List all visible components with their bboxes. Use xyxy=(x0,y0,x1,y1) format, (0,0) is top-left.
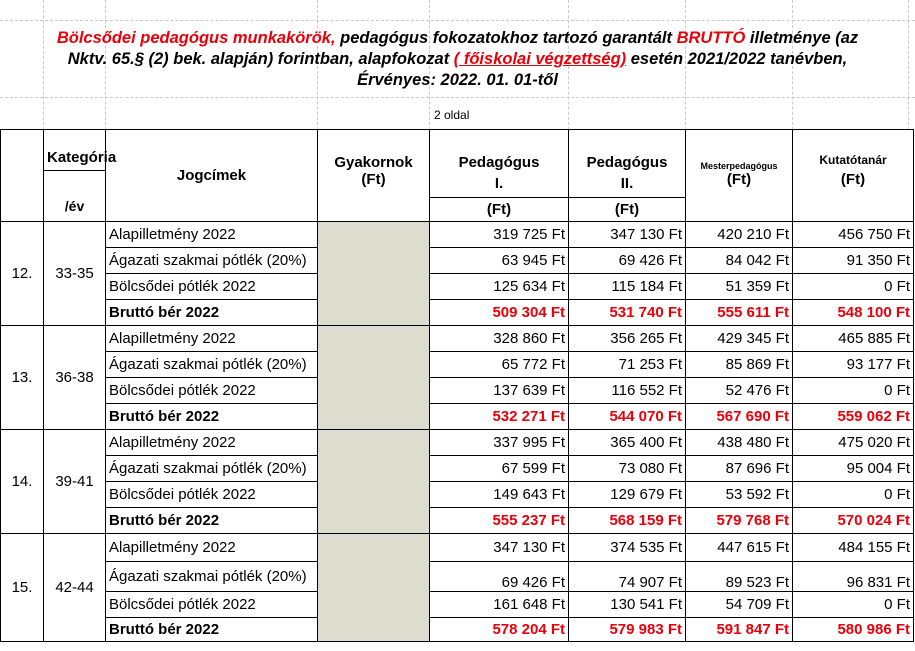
gridline xyxy=(0,20,915,21)
header-gyakornok: Gyakornok xyxy=(318,130,430,171)
table-row xyxy=(1,508,914,534)
title-text: Nktv. 65.§ (2) bek. alapján) forintban, alapfokozat xyxy=(67,50,454,68)
value-cell: 0 Ft xyxy=(793,378,914,404)
category-number: 13. xyxy=(1,326,44,430)
header-cell xyxy=(1,198,44,222)
table-row xyxy=(1,274,914,300)
value-cell: 438 480 Ft xyxy=(686,430,793,456)
row-label: Alapilletmény 2022 xyxy=(106,222,318,248)
value-cell: 161 648 Ft xyxy=(430,592,569,618)
brutto-value: 567 690 Ft xyxy=(686,404,793,430)
value-cell: 374 535 Ft xyxy=(569,534,686,562)
table-row xyxy=(1,352,914,378)
header-pedagogus-1: Pedagógus xyxy=(430,130,569,171)
header-jogcimek: Jogcímek xyxy=(106,130,318,222)
value-cell: 65 772 Ft xyxy=(430,352,569,378)
row-label: Bruttó bér 2022 xyxy=(106,300,318,326)
header-cell xyxy=(686,198,793,222)
row-label: Bölcsődei pótlék 2022 xyxy=(106,274,318,300)
row-label: Alapilletmény 2022 xyxy=(106,430,318,456)
value-cell: 95 004 Ft xyxy=(793,456,914,482)
gridline xyxy=(0,97,915,98)
value-cell: 96 831 Ft xyxy=(793,562,914,592)
row-label: Alapilletmény 2022 xyxy=(106,534,318,562)
header-gyakornok-unit: (Ft) xyxy=(318,171,430,198)
title-text: esetén 2021/2022 tanévben, xyxy=(626,50,848,68)
value-cell: 347 130 Ft xyxy=(430,534,569,562)
table-row xyxy=(1,482,914,508)
brutto-value: 578 204 Ft xyxy=(430,618,569,642)
title-brutto: BRUTTÓ xyxy=(676,29,746,47)
value-cell: 69 426 Ft xyxy=(430,562,569,592)
value-cell: 63 945 Ft xyxy=(430,248,569,274)
value-cell: 420 210 Ft xyxy=(686,222,793,248)
value-cell: 429 345 Ft xyxy=(686,326,793,352)
salary-table xyxy=(0,129,914,642)
header-pedagogus-2: Pedagógus xyxy=(569,130,686,171)
header-pedagogus-1-level: I. xyxy=(430,171,569,198)
value-cell: 69 426 Ft xyxy=(569,248,686,274)
header-mesterpedagogus-unit: (Ft) xyxy=(686,171,793,198)
table-row xyxy=(1,456,914,482)
table-row xyxy=(1,430,914,456)
title-degree: ( főiskolai végzettség) xyxy=(453,50,627,68)
value-cell: 328 860 Ft xyxy=(430,326,569,352)
brutto-value: 570 024 Ft xyxy=(793,508,914,534)
value-cell: 74 907 Ft xyxy=(569,562,686,592)
category-years: 42-44 xyxy=(44,534,106,642)
value-cell: 73 080 Ft xyxy=(569,456,686,482)
brutto-value: 555 237 Ft xyxy=(430,508,569,534)
brutto-value: 555 611 Ft xyxy=(686,300,793,326)
header-cell xyxy=(44,171,106,198)
row-label: Ágazati szakmai pótlék (20%) xyxy=(106,562,318,592)
header-pedagogus-2-unit: (Ft) xyxy=(569,198,686,222)
brutto-value: 532 271 Ft xyxy=(430,404,569,430)
table-row xyxy=(1,534,914,562)
brutto-value: 591 847 Ft xyxy=(686,618,793,642)
table-row xyxy=(1,592,914,618)
page-info: 2 oldal xyxy=(434,108,470,122)
brutto-value: 544 070 Ft xyxy=(569,404,686,430)
header-cell xyxy=(318,198,430,222)
table-row xyxy=(1,222,914,248)
value-cell: 54 709 Ft xyxy=(686,592,793,618)
header-cell xyxy=(1,171,44,198)
category-years: 33-35 xyxy=(44,222,106,326)
brutto-value: 548 100 Ft xyxy=(793,300,914,326)
brutto-value: 580 986 Ft xyxy=(793,618,914,642)
table-row xyxy=(1,618,914,642)
header-cell xyxy=(1,130,44,171)
category-number: 15. xyxy=(1,534,44,642)
row-label: Bölcsődei pótlék 2022 xyxy=(106,378,318,404)
row-label: Bölcsődei pótlék 2022 xyxy=(106,482,318,508)
title-line-1 xyxy=(0,28,915,49)
value-cell: 0 Ft xyxy=(793,482,914,508)
value-cell: 115 184 Ft xyxy=(569,274,686,300)
value-cell: 87 696 Ft xyxy=(686,456,793,482)
value-cell: 0 Ft xyxy=(793,274,914,300)
value-cell: 456 750 Ft xyxy=(793,222,914,248)
value-cell: 465 885 Ft xyxy=(793,326,914,352)
value-cell: 93 177 Ft xyxy=(793,352,914,378)
value-cell: 365 400 Ft xyxy=(569,430,686,456)
value-cell: 475 020 Ft xyxy=(793,430,914,456)
value-cell: 51 359 Ft xyxy=(686,274,793,300)
value-cell: 89 523 Ft xyxy=(686,562,793,592)
title-text: pedagógus fokozatokhoz tartozó garantált xyxy=(335,29,677,47)
brutto-value: 531 740 Ft xyxy=(569,300,686,326)
value-cell: 53 592 Ft xyxy=(686,482,793,508)
row-label: Bruttó bér 2022 xyxy=(106,618,318,642)
value-cell: 91 350 Ft xyxy=(793,248,914,274)
category-years: 36-38 xyxy=(44,326,106,430)
value-cell: 116 552 Ft xyxy=(569,378,686,404)
brutto-value: 579 768 Ft xyxy=(686,508,793,534)
table-row xyxy=(1,326,914,352)
value-cell: 319 725 Ft xyxy=(430,222,569,248)
category-number: 12. xyxy=(1,222,44,326)
brutto-value: 568 159 Ft xyxy=(569,508,686,534)
header-ev: /év xyxy=(44,198,106,222)
value-cell: 447 615 Ft xyxy=(686,534,793,562)
header-kutatotanar: Kutatótanár xyxy=(793,130,914,171)
value-cell: 129 679 Ft xyxy=(569,482,686,508)
header-pedagogus-1-unit: (Ft) xyxy=(430,198,569,222)
gyakornok-cell xyxy=(318,534,430,642)
table-row xyxy=(1,248,914,274)
value-cell: 137 639 Ft xyxy=(430,378,569,404)
table-row xyxy=(1,300,914,326)
gyakornok-cell xyxy=(318,430,430,534)
table-row xyxy=(1,378,914,404)
table-row xyxy=(1,404,914,430)
gyakornok-cell xyxy=(318,222,430,326)
header-row-1 xyxy=(1,130,914,171)
value-cell: 67 599 Ft xyxy=(430,456,569,482)
header-kategoria: Kategória xyxy=(44,130,106,171)
row-label: Bruttó bér 2022 xyxy=(106,404,318,430)
category-number: 14. xyxy=(1,430,44,534)
title-line-3: Érvényes: 2022. 01. 01-től xyxy=(357,71,558,89)
table-row xyxy=(1,562,914,592)
value-cell: 347 130 Ft xyxy=(569,222,686,248)
header-kutatotanar-unit: (Ft) xyxy=(793,171,914,198)
value-cell: 356 265 Ft xyxy=(569,326,686,352)
header-mesterpedagogus: Mesterpedagógus xyxy=(686,130,793,171)
header-cell xyxy=(793,198,914,222)
gyakornok-cell xyxy=(318,326,430,430)
row-label: Bölcsődei pótlék 2022 xyxy=(106,592,318,618)
value-cell: 125 634 Ft xyxy=(430,274,569,300)
category-years: 39-41 xyxy=(44,430,106,534)
title-line-2 xyxy=(0,49,915,70)
value-cell: 0 Ft xyxy=(793,592,914,618)
value-cell: 337 995 Ft xyxy=(430,430,569,456)
brutto-value: 579 983 Ft xyxy=(569,618,686,642)
value-cell: 71 253 Ft xyxy=(569,352,686,378)
brutto-value: 509 304 Ft xyxy=(430,300,569,326)
brutto-value: 559 062 Ft xyxy=(793,404,914,430)
value-cell: 85 869 Ft xyxy=(686,352,793,378)
title-red-part: Bölcsődei pedagógus munkakörök, xyxy=(56,29,336,47)
value-cell: 484 155 Ft xyxy=(793,534,914,562)
value-cell: 130 541 Ft xyxy=(569,592,686,618)
row-label: Alapilletmény 2022 xyxy=(106,326,318,352)
row-label: Bruttó bér 2022 xyxy=(106,508,318,534)
document-title xyxy=(0,28,915,91)
value-cell: 149 643 Ft xyxy=(430,482,569,508)
title-text: illetménye (az xyxy=(745,29,859,47)
value-cell: 52 476 Ft xyxy=(686,378,793,404)
row-label: Ágazati szakmai pótlék (20%) xyxy=(106,456,318,482)
row-label: Ágazati szakmai pótlék (20%) xyxy=(106,352,318,378)
header-pedagogus-2-level: II. xyxy=(569,171,686,198)
value-cell: 84 042 Ft xyxy=(686,248,793,274)
row-label: Ágazati szakmai pótlék (20%) xyxy=(106,248,318,274)
